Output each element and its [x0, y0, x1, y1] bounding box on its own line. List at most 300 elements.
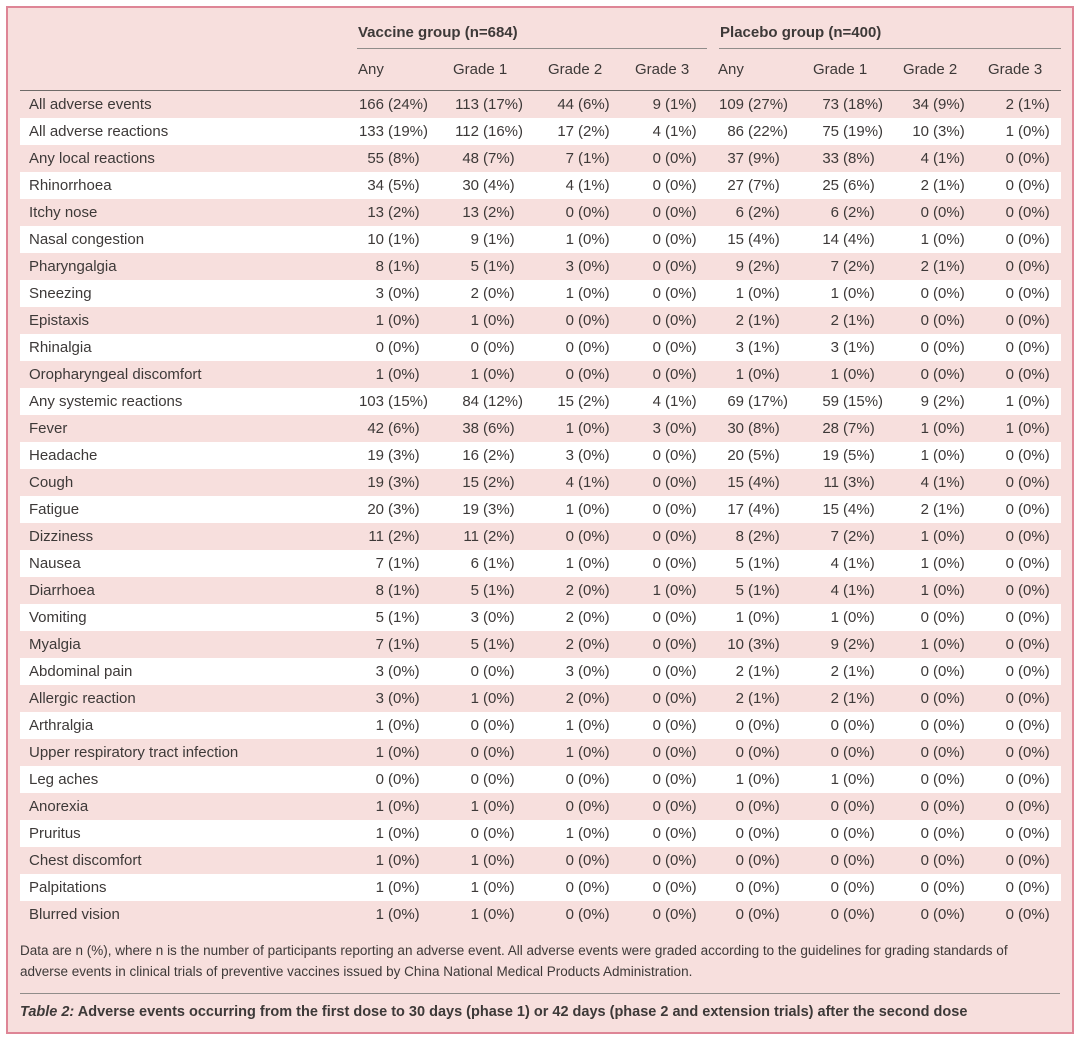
cell-value: 0 (0%): [1005, 581, 1050, 599]
cell-value: 9 (1%): [652, 95, 697, 113]
cell-value: 0 (0%): [1005, 608, 1050, 626]
cell-value: 4 (1%): [830, 554, 875, 572]
cell-value: 42 (6%): [367, 419, 420, 437]
table-row: [20, 199, 1061, 226]
cell-value: 2 (1%): [830, 311, 875, 329]
cell-value: 2 (1%): [920, 500, 965, 518]
table-row: [20, 820, 1061, 847]
cell-value: 1 (0%): [920, 581, 965, 599]
cell-value: 1 (0%): [830, 770, 875, 788]
adverse-events-table-panel: [6, 6, 1074, 1034]
cell-value: 20 (5%): [727, 446, 780, 464]
table-row: [20, 469, 1061, 496]
cell-value: 0 (0%): [470, 716, 515, 734]
cell-value: 0 (0%): [652, 473, 697, 491]
cell-value: 1 (0%): [565, 716, 610, 734]
cell-value: 0 (0%): [1005, 770, 1050, 788]
cell-value: 0 (0%): [652, 149, 697, 167]
cell-value: 6 (2%): [735, 203, 780, 221]
cell-value: 1 (0%): [375, 743, 420, 761]
cell-value: 0 (0%): [1005, 230, 1050, 248]
cell-value: 0 (0%): [470, 338, 515, 356]
cell-value: 0 (0%): [1005, 554, 1050, 572]
cell-value: 0 (0%): [1005, 338, 1050, 356]
row-label: Itchy nose: [29, 203, 98, 221]
cell-value: 1 (0%): [735, 284, 780, 302]
cell-value: 0 (0%): [470, 824, 515, 842]
cell-value: 1 (0%): [470, 851, 515, 869]
cell-value: 3 (1%): [735, 338, 780, 356]
cell-value: 0 (0%): [652, 284, 697, 302]
table-caption: [20, 994, 1060, 1032]
cell-value: 0 (0%): [652, 905, 697, 923]
table-row: [20, 388, 1061, 415]
cell-value: 3 (0%): [565, 257, 610, 275]
cell-value: 0 (0%): [735, 716, 780, 734]
cell-value: 2 (1%): [830, 662, 875, 680]
column-header-vaccine-any: Any: [357, 49, 452, 91]
table-row: [20, 793, 1061, 820]
cell-value: 0 (0%): [652, 446, 697, 464]
cell-value: 1 (0%): [830, 284, 875, 302]
cell-value: 0 (0%): [652, 851, 697, 869]
cell-value: 1 (0%): [470, 797, 515, 815]
cell-value: 5 (1%): [470, 581, 515, 599]
cell-value: 5 (1%): [470, 635, 515, 653]
cell-value: 0 (0%): [920, 770, 965, 788]
cell-value: 0 (0%): [652, 257, 697, 275]
cell-value: 1 (0%): [565, 743, 610, 761]
column-header-vaccine-grade2: Grade 2: [547, 49, 634, 91]
cell-value: 0 (0%): [470, 770, 515, 788]
cell-value: 27 (7%): [727, 176, 780, 194]
cell-value: 0 (0%): [565, 770, 610, 788]
table-row: [20, 172, 1061, 199]
cell-value: 8 (1%): [375, 581, 420, 599]
cell-value: 37 (9%): [727, 149, 780, 167]
cell-value: 0 (0%): [1005, 662, 1050, 680]
column-header-placebo-grade2: Grade 2: [902, 49, 987, 91]
cell-value: 0 (0%): [830, 797, 875, 815]
cell-value: 1 (0%): [375, 311, 420, 329]
cell-value: 10 (3%): [727, 635, 780, 653]
row-label: Leg aches: [29, 770, 99, 788]
cell-value: 69 (17%): [727, 392, 789, 410]
cell-value: 15 (2%): [557, 392, 610, 410]
row-label: Vomiting: [29, 608, 87, 626]
cell-value: 2 (0%): [565, 581, 610, 599]
cell-value: 1 (0%): [565, 230, 610, 248]
row-label: Myalgia: [29, 635, 81, 653]
cell-value: 1 (0%): [920, 446, 965, 464]
cell-value: 0 (0%): [652, 338, 697, 356]
table-row: [20, 361, 1061, 388]
cell-value: 0 (0%): [830, 905, 875, 923]
row-label: Diarrhoea: [29, 581, 95, 599]
cell-value: 0 (0%): [1005, 257, 1050, 275]
cell-value: 33 (8%): [822, 149, 875, 167]
cell-value: 1 (0%): [375, 824, 420, 842]
row-label: Upper respiratory tract infection: [29, 743, 239, 761]
table-caption-text: Adverse events occurring from the first dose to 30 days (phase 1) or 42 days (phase 2 and extension trials) after the second dose: [77, 1003, 968, 1020]
table-row: [20, 280, 1061, 307]
cell-value: 0 (0%): [652, 608, 697, 626]
cell-value: 4 (1%): [565, 473, 610, 491]
cell-value: 0 (0%): [565, 905, 610, 923]
row-label: Cough: [29, 473, 74, 491]
row-label: Chest discomfort: [29, 851, 142, 869]
cell-value: 7 (2%): [830, 527, 875, 545]
table-row: [20, 550, 1061, 577]
cell-value: 0 (0%): [652, 662, 697, 680]
cell-value: 0 (0%): [1005, 878, 1050, 896]
cell-value: 9 (1%): [470, 230, 515, 248]
row-label: Nasal congestion: [29, 230, 145, 248]
cell-value: 0 (0%): [375, 770, 420, 788]
cell-value: 0 (0%): [565, 797, 610, 815]
row-label: All adverse reactions: [29, 122, 169, 140]
cell-value: 1 (0%): [375, 365, 420, 383]
row-label: Sneezing: [29, 284, 92, 302]
cell-value: 2 (0%): [565, 635, 610, 653]
cell-value: 0 (0%): [1005, 500, 1050, 518]
cell-value: 0 (0%): [565, 527, 610, 545]
cell-value: 0 (0%): [1005, 311, 1050, 329]
cell-value: 5 (1%): [735, 554, 780, 572]
cell-value: 0 (0%): [920, 689, 965, 707]
cell-value: 0 (0%): [1005, 797, 1050, 815]
row-label: Any local reactions: [29, 149, 155, 167]
group-header-vaccine: [357, 14, 717, 49]
cell-value: 0 (0%): [735, 851, 780, 869]
row-label: Pharyngalgia: [29, 257, 117, 275]
cell-value: 0 (0%): [1005, 635, 1050, 653]
cell-value: 1 (0%): [565, 284, 610, 302]
cell-value: 28 (7%): [822, 419, 875, 437]
row-label: Fever: [29, 419, 68, 437]
cell-value: 2 (1%): [735, 311, 780, 329]
cell-value: 0 (0%): [830, 743, 875, 761]
cell-value: 7 (2%): [830, 257, 875, 275]
table-row: [20, 145, 1061, 172]
cell-value: 0 (0%): [565, 203, 610, 221]
cell-value: 2 (0%): [470, 284, 515, 302]
cell-value: 14 (4%): [822, 230, 875, 248]
row-label: Palpitations: [29, 878, 107, 896]
cell-value: 1 (0%): [565, 419, 610, 437]
cell-value: 103 (15%): [358, 392, 429, 410]
cell-value: 15 (4%): [727, 230, 780, 248]
row-label: Rhinalgia: [29, 338, 92, 356]
cell-value: 3 (0%): [565, 446, 610, 464]
cell-value: 0 (0%): [1005, 743, 1050, 761]
cell-value: 0 (0%): [735, 797, 780, 815]
cell-value: 0 (0%): [830, 824, 875, 842]
cell-value: 0 (0%): [565, 365, 610, 383]
column-header-vaccine-grade3: Grade 3: [634, 49, 717, 91]
cell-value: 2 (0%): [565, 608, 610, 626]
table-row: [20, 874, 1061, 901]
cell-value: 0 (0%): [920, 743, 965, 761]
cell-value: 0 (0%): [920, 338, 965, 356]
cell-value: 5 (1%): [470, 257, 515, 275]
table-row: [20, 712, 1061, 739]
cell-value: 3 (0%): [375, 284, 420, 302]
cell-value: 4 (1%): [565, 176, 610, 194]
cell-value: 0 (0%): [1005, 365, 1050, 383]
cell-value: 1 (0%): [470, 311, 515, 329]
cell-value: 7 (1%): [375, 554, 420, 572]
cell-value: 1 (0%): [1005, 419, 1050, 437]
cell-value: 0 (0%): [1005, 824, 1050, 842]
cell-value: 1 (0%): [920, 419, 965, 437]
cell-value: 1 (0%): [1005, 392, 1050, 410]
cell-value: 0 (0%): [920, 878, 965, 896]
cell-value: 0 (0%): [470, 662, 515, 680]
cell-value: 133 (19%): [358, 122, 429, 140]
cell-value: 0 (0%): [920, 716, 965, 734]
group-header-vaccine-label: Vaccine group (n=684): [358, 24, 518, 41]
row-label: Fatigue: [29, 500, 80, 518]
table-row: [20, 631, 1061, 658]
cell-value: 0 (0%): [652, 365, 697, 383]
cell-value: 1 (0%): [470, 689, 515, 707]
cell-value: 4 (1%): [830, 581, 875, 599]
table-row: [20, 847, 1061, 874]
cell-value: 73 (18%): [822, 95, 884, 113]
cell-value: 1 (0%): [735, 365, 780, 383]
adverse-events-table: [20, 14, 1061, 928]
cell-value: 1 (0%): [470, 365, 515, 383]
cell-value: 0 (0%): [830, 851, 875, 869]
cell-value: 34 (9%): [912, 95, 965, 113]
cell-value: 1 (0%): [920, 527, 965, 545]
cell-value: 13 (2%): [462, 203, 515, 221]
cell-value: 55 (8%): [367, 149, 420, 167]
cell-value: 112 (16%): [455, 122, 524, 140]
row-label: Headache: [29, 446, 98, 464]
table-row: [20, 658, 1061, 685]
cell-value: 30 (4%): [462, 176, 515, 194]
cell-value: 0 (0%): [920, 203, 965, 221]
cell-value: 30 (8%): [727, 419, 780, 437]
cell-value: 0 (0%): [1005, 851, 1050, 869]
cell-value: 2 (1%): [735, 662, 780, 680]
cell-value: 1 (0%): [565, 824, 610, 842]
cell-value: 1 (0%): [830, 608, 875, 626]
group-header-spacer: [20, 14, 357, 49]
group-header-row: [20, 14, 1061, 49]
table-row: [20, 496, 1061, 523]
cell-value: 1 (0%): [920, 554, 965, 572]
row-label: Blurred vision: [29, 905, 120, 923]
cell-value: 3 (1%): [830, 338, 875, 356]
table-row: [20, 415, 1061, 442]
cell-value: 5 (1%): [375, 608, 420, 626]
column-header-spacer: [20, 49, 357, 91]
cell-value: 9 (2%): [920, 392, 965, 410]
column-header-placebo-any: Any: [717, 49, 812, 91]
cell-value: 0 (0%): [1005, 473, 1050, 491]
cell-value: 0 (0%): [1005, 149, 1050, 167]
cell-value: 6 (2%): [830, 203, 875, 221]
cell-value: 0 (0%): [652, 716, 697, 734]
cell-value: 10 (1%): [367, 230, 420, 248]
cell-value: 1 (0%): [920, 635, 965, 653]
cell-value: 0 (0%): [565, 338, 610, 356]
cell-value: 1 (0%): [920, 230, 965, 248]
cell-value: 19 (3%): [367, 446, 420, 464]
cell-value: 9 (2%): [830, 635, 875, 653]
table-row: [20, 118, 1061, 145]
cell-value: 11 (2%): [463, 527, 515, 545]
cell-value: 0 (0%): [652, 527, 697, 545]
cell-value: 0 (0%): [565, 851, 610, 869]
cell-value: 2 (1%): [920, 257, 965, 275]
cell-value: 0 (0%): [920, 662, 965, 680]
cell-value: 2 (1%): [830, 689, 875, 707]
table-row: [20, 91, 1061, 118]
cell-value: 0 (0%): [652, 824, 697, 842]
cell-value: 15 (2%): [462, 473, 515, 491]
cell-value: 20 (3%): [367, 500, 420, 518]
cell-value: 3 (0%): [652, 419, 697, 437]
cell-value: 0 (0%): [652, 878, 697, 896]
row-label: Any systemic reactions: [29, 392, 183, 410]
cell-value: 4 (1%): [920, 473, 965, 491]
cell-value: 3 (0%): [565, 662, 610, 680]
cell-value: 1 (0%): [375, 716, 420, 734]
cell-value: 0 (0%): [920, 797, 965, 815]
table-row: [20, 739, 1061, 766]
cell-value: 1 (0%): [652, 581, 697, 599]
row-label: Pruritus: [29, 824, 81, 842]
cell-value: 0 (0%): [920, 851, 965, 869]
cell-value: 19 (5%): [822, 446, 875, 464]
cell-value: 113 (17%): [455, 95, 524, 113]
cell-value: 0 (0%): [652, 554, 697, 572]
cell-value: 0 (0%): [652, 311, 697, 329]
table-row: [20, 604, 1061, 631]
cell-value: 1 (0%): [375, 797, 420, 815]
table-row: [20, 901, 1061, 928]
cell-value: 0 (0%): [652, 797, 697, 815]
cell-value: 1 (0%): [565, 554, 610, 572]
cell-value: 17 (2%): [557, 122, 610, 140]
cell-value: 0 (0%): [470, 743, 515, 761]
cell-value: 0 (0%): [1005, 527, 1050, 545]
cell-value: 1 (0%): [375, 878, 420, 896]
cell-value: 6 (1%): [470, 554, 515, 572]
cell-value: 0 (0%): [652, 770, 697, 788]
table-footnote: Data are n (%), where n is the number of participants reporting an adverse event. All adverse events were graded according to the guidelines for grading standards of adverse events in clinical trials of preventive vaccines issued by China National Medical Products Administration.: [20, 942, 1008, 979]
cell-value: 7 (1%): [565, 149, 610, 167]
cell-value: 0 (0%): [920, 905, 965, 923]
row-label: Rhinorrhoea: [29, 176, 112, 194]
cell-value: 0 (0%): [1005, 689, 1050, 707]
cell-value: 1 (0%): [735, 770, 780, 788]
cell-value: 1 (0%): [565, 500, 610, 518]
cell-value: 8 (2%): [735, 527, 780, 545]
cell-value: 44 (6%): [557, 95, 610, 113]
cell-value: 1 (0%): [830, 365, 875, 383]
row-label: All adverse events: [29, 95, 152, 113]
cell-value: 0 (0%): [920, 365, 965, 383]
cell-value: 2 (0%): [565, 689, 610, 707]
cell-value: 2 (1%): [1005, 95, 1050, 113]
column-header-placebo-grade1: Grade 1: [812, 49, 902, 91]
cell-value: 0 (0%): [652, 203, 697, 221]
cell-value: 0 (0%): [565, 878, 610, 896]
cell-value: 0 (0%): [1005, 905, 1050, 923]
cell-value: 59 (15%): [822, 392, 884, 410]
cell-value: 109 (27%): [718, 95, 789, 113]
row-label: Allergic reaction: [29, 689, 136, 707]
row-label: Dizziness: [29, 527, 94, 545]
row-label: Abdominal pain: [29, 662, 133, 680]
cell-value: 0 (0%): [652, 689, 697, 707]
cell-value: 11 (2%): [368, 527, 420, 545]
cell-value: 1 (0%): [375, 905, 420, 923]
cell-value: 17 (4%): [727, 500, 780, 518]
group-header-placebo-label: Placebo group (n=400): [720, 24, 882, 41]
row-label: Oropharyngeal discomfort: [29, 365, 202, 383]
cell-value: 0 (0%): [1005, 203, 1050, 221]
table-row: [20, 523, 1061, 550]
cell-value: 4 (1%): [920, 149, 965, 167]
cell-value: 0 (0%): [1005, 446, 1050, 464]
cell-value: 0 (0%): [565, 311, 610, 329]
cell-value: 5 (1%): [735, 581, 780, 599]
cell-value: 7 (1%): [375, 635, 420, 653]
cell-value: 10 (3%): [912, 122, 965, 140]
cell-value: 0 (0%): [652, 635, 697, 653]
cell-value: 15 (4%): [822, 500, 875, 518]
table-row: [20, 442, 1061, 469]
cell-value: 0 (0%): [652, 500, 697, 518]
row-label: Anorexia: [29, 797, 89, 815]
cell-value: 84 (12%): [462, 392, 524, 410]
row-label: Nausea: [29, 554, 81, 572]
cell-value: 0 (0%): [830, 716, 875, 734]
cell-value: 1 (0%): [470, 905, 515, 923]
table-row: [20, 307, 1061, 334]
cell-value: 11 (3%): [823, 473, 875, 491]
cell-value: 1 (0%): [375, 851, 420, 869]
cell-value: 19 (3%): [367, 473, 420, 491]
cell-value: 4 (1%): [652, 122, 697, 140]
cell-value: 1 (0%): [1005, 122, 1050, 140]
column-header-placebo-grade3: Grade 3: [987, 49, 1061, 91]
cell-value: 0 (0%): [652, 230, 697, 248]
table-row: [20, 334, 1061, 361]
cell-value: 86 (22%): [727, 122, 789, 140]
cell-value: 166 (24%): [358, 95, 429, 113]
column-header-row: [20, 49, 1061, 91]
cell-value: 0 (0%): [735, 878, 780, 896]
cell-value: 0 (0%): [1005, 284, 1050, 302]
table-row: [20, 577, 1061, 604]
cell-value: 19 (3%): [462, 500, 515, 518]
cell-value: 13 (2%): [367, 203, 420, 221]
cell-value: 1 (0%): [735, 608, 780, 626]
cell-value: 0 (0%): [735, 743, 780, 761]
cell-value: 0 (0%): [1005, 176, 1050, 194]
cell-value: 3 (0%): [375, 689, 420, 707]
cell-value: 3 (0%): [470, 608, 515, 626]
cell-value: 0 (0%): [652, 743, 697, 761]
cell-value: 48 (7%): [462, 149, 515, 167]
